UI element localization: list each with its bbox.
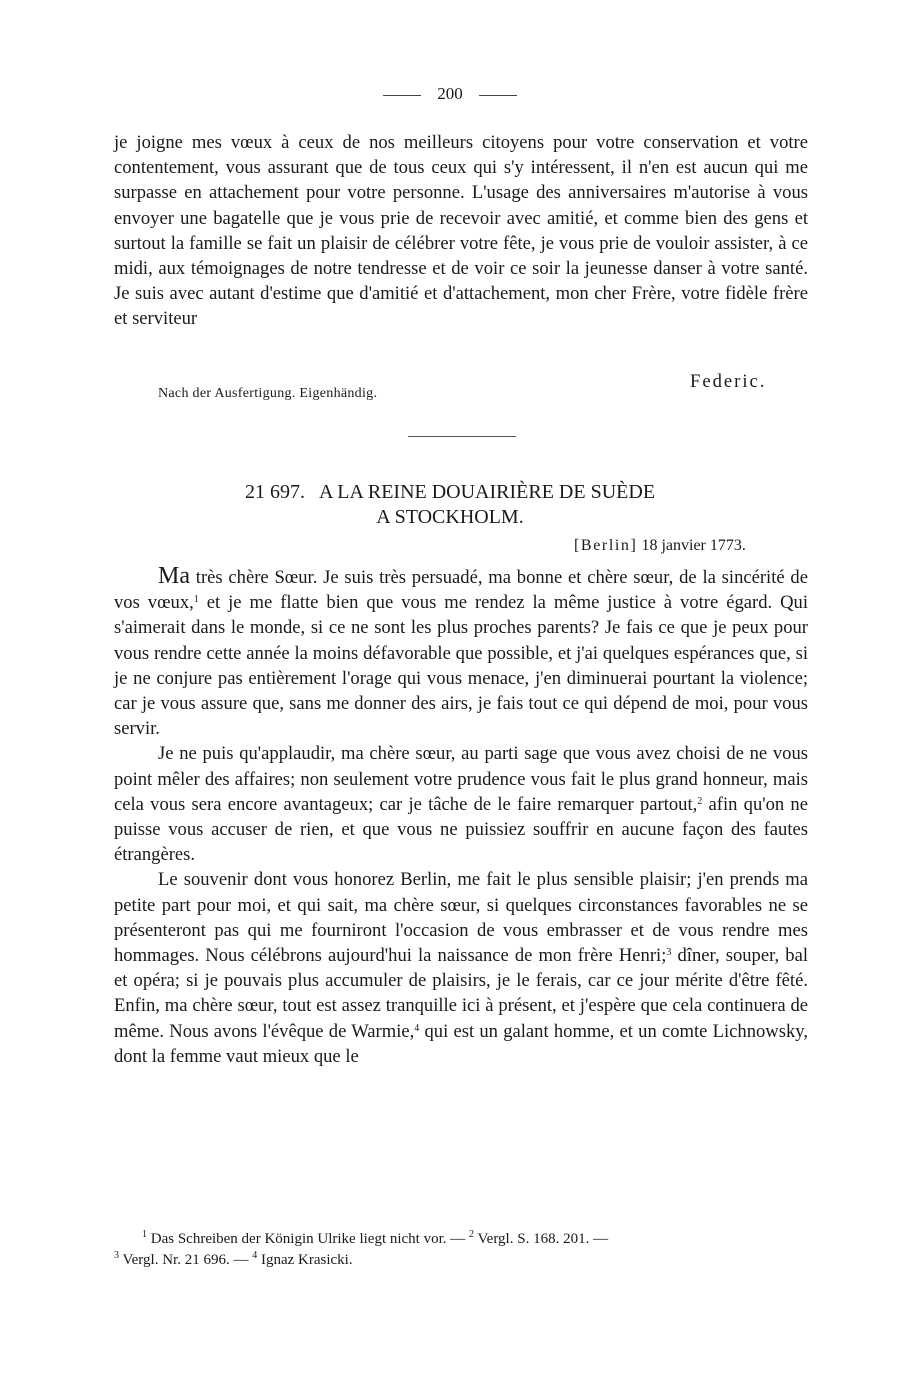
letter-location: A STOCKHOLM. bbox=[376, 506, 524, 528]
letter-recipient: A LA REINE DOUAIRIÈRE DE SUÈDE bbox=[318, 481, 656, 503]
paragraph-text: qui est un galant homme, et un comte Lichnowsky, dont la femme vaut mieux que le bbox=[114, 1020, 808, 1067]
signature: Federic. bbox=[690, 371, 767, 392]
footnote-marker: 1 bbox=[142, 1229, 147, 1240]
footnote-text: Vergl. S. 168. 201. — bbox=[474, 1231, 609, 1247]
header-rule-left bbox=[383, 95, 421, 96]
paragraph-3 bbox=[114, 867, 808, 1069]
footnote-marker: 3 bbox=[114, 1250, 119, 1261]
footnote-ref: 4 bbox=[414, 1022, 420, 1034]
page-header bbox=[0, 84, 900, 104]
letter-body bbox=[114, 565, 808, 1069]
footnote-text: Das Schreiben der Königin Ulrike liegt nicht vor. — bbox=[147, 1231, 470, 1247]
paragraph-text: Je ne puis qu'applaudir, ma chère sœur, au parti sage que vous avez choisi de ne vous point mêler des affaires; non seulement votre prudence vous fait le plus grand honneur, mais cela vous sera encore avantageux; car je tâche de le faire remarquer partout, bbox=[114, 743, 808, 815]
paragraph-text: dîner, souper, bal et opéra; si je pouvais plus accumuler de plaisirs, je le ferais, car ce jour mérite d'être fêté. Enfin, ma chère sœur, tout est assez tranquille ici à présent, et j'espère que cela continuera de même. Nous avons l'évêque de Warmie, bbox=[114, 945, 808, 1042]
source-note: Nach der Ausfertigung. Eigenhändig. bbox=[158, 386, 378, 401]
footnote-ref: 3 bbox=[666, 947, 672, 959]
paragraph-2 bbox=[114, 741, 808, 867]
letter-heading-line1 bbox=[0, 480, 900, 505]
letter-heading bbox=[0, 480, 900, 530]
paragraph-text: afin qu'on ne puisse vous accuser de rien, et que vous ne puissiez souffrir en aucune façon des fautes étrangères. bbox=[114, 793, 808, 866]
paragraph-text: très chère Sœur. Je suis très persuadé, ma bonne et chère sœur, de la sincérité de vos vœux, bbox=[114, 567, 808, 614]
dateline bbox=[574, 537, 746, 555]
footnote-text: Ignaz Krasicki. bbox=[257, 1252, 353, 1268]
page-number: 200 bbox=[437, 84, 463, 103]
footnote-line-2 bbox=[114, 1250, 808, 1271]
date-place: [Berlin] bbox=[574, 537, 638, 554]
footnote-marker: 4 bbox=[252, 1250, 258, 1261]
footnote-marker: 2 bbox=[469, 1229, 475, 1240]
previous-letter-ending bbox=[114, 130, 808, 332]
letter-date: 18 janvier 1773. bbox=[641, 537, 746, 554]
section-separator bbox=[408, 436, 516, 437]
paragraph-text: Le souvenir dont vous honorez Berlin, me fait le plus sensible plaisir; j'en prends ma petite part pour moi, et qui sait, ma chère sœur, si quelques circonstances favorables ne se présenteront pas qui me fourniront l'occasion de vous embrasser et de vous rendre mes hommages. Nous célébrons aujourd'hui la naissance de mon frère Henri; bbox=[114, 869, 808, 967]
footnotes bbox=[114, 1229, 808, 1271]
previous-letter-text: je joigne mes vœux à ceux de nos meilleurs citoyens pour votre conservation et votre contentement, vous assurant que de tous ceux qui s'y intéressent, il n'en est aucun qui me surpasse en attachement pour votre personne. L'usage des anniversaires m'autorise à vous envoyer une bagatelle que je vous prie de recevoir avec amitié, et comme bien des gens et surtout la famille se fait un plaisir de célébrer votre fête, je vous prie de vouloir assister, à ce midi, aux témoignages de notre tendresse et de voir ce soir la jeunesse danser à votre santé. Je suis avec autant d'estime que d'amitié et d'attachement, mon cher Frère, votre fidèle frère et serviteur bbox=[114, 132, 808, 330]
dropcap: Ma bbox=[158, 563, 190, 589]
paragraph-1 bbox=[114, 565, 808, 741]
footnote-ref: 2 bbox=[697, 795, 703, 807]
header-rule-right bbox=[479, 95, 517, 96]
letter-number: 21 697. bbox=[244, 481, 305, 503]
paragraph-text: et je me flatte bien que vous me rendez la même justice à votre égard. Qui s'aimerait dans le monde, si ce ne sont les plus proches parents? Je fais ce que je peux pour vous rendre cette année la moins défavorable que possible, et j'ai quelques espérances que, si je ne conjure pas entièrement l'orage qui vous menace, j'en diminuerai pourtant la violence; car je vous assure que, sans me donner des airs, je fais tout ce qui dépend de moi, pour vous servir. bbox=[114, 592, 808, 740]
footnote-text: Vergl. Nr. 21 696. — bbox=[119, 1252, 253, 1268]
footnote-ref: 1 bbox=[193, 594, 199, 606]
footnote-line-1 bbox=[114, 1229, 808, 1250]
